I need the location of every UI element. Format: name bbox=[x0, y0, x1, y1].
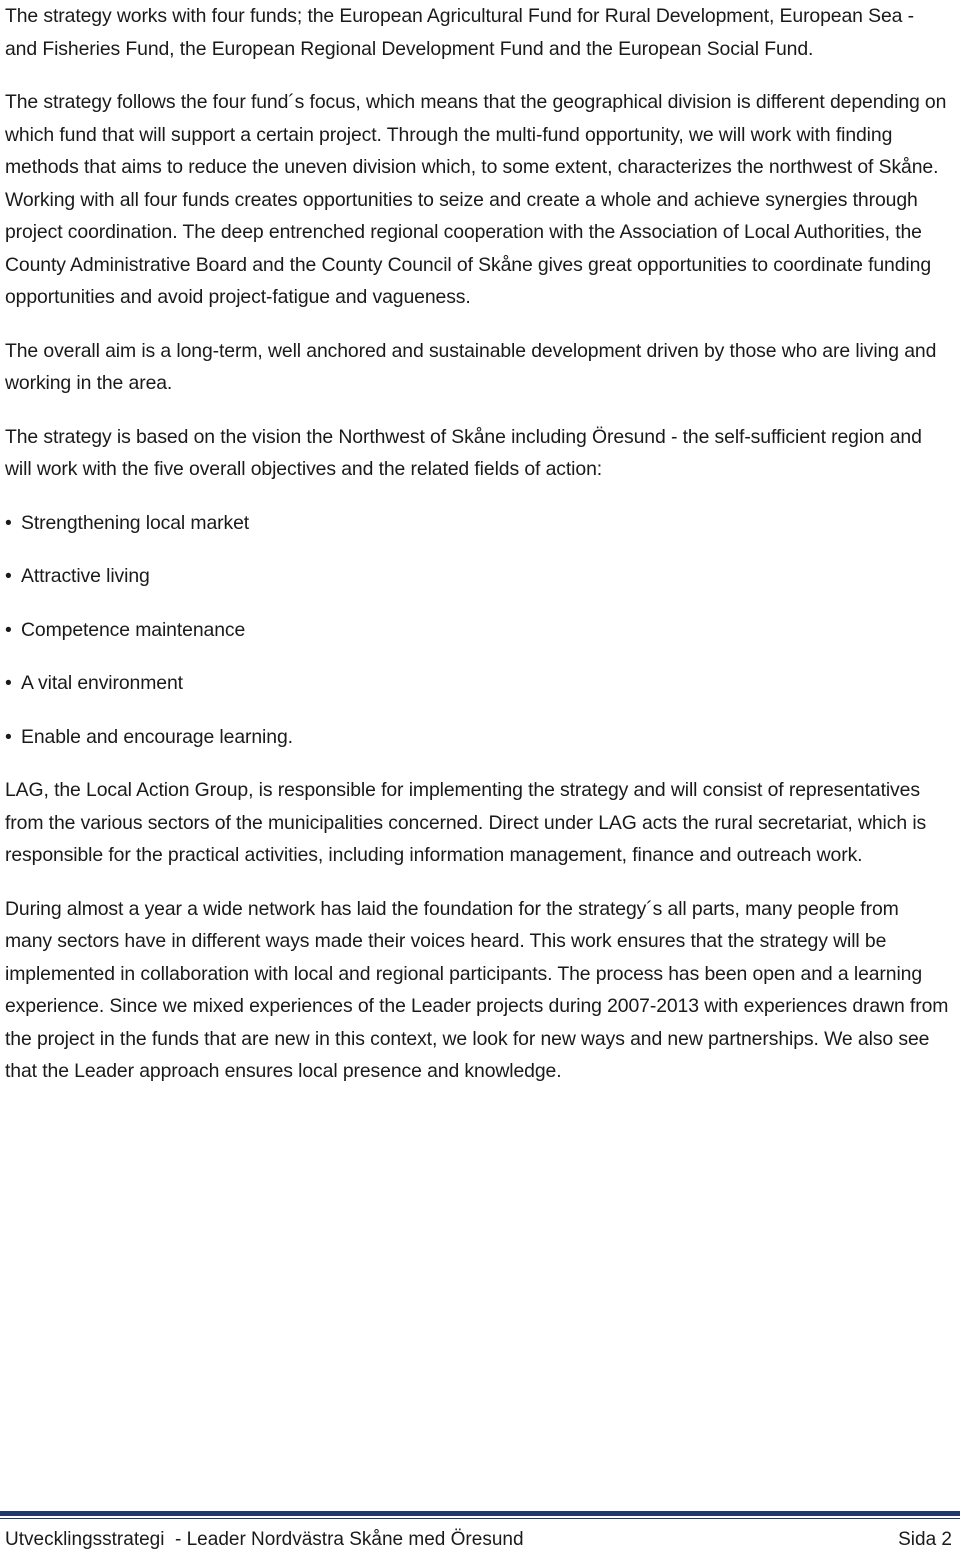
list-item bbox=[5, 721, 950, 754]
list-item bbox=[5, 560, 950, 593]
list-item bbox=[5, 507, 950, 540]
paragraph-overall-aim: The overall aim is a long-term, well anchored and sustainable development driven by those who are living and working in the area. bbox=[5, 339, 937, 394]
objectives-list bbox=[5, 507, 950, 754]
list-item-label: Strengthening local market bbox=[21, 511, 250, 534]
bullet-icon: • bbox=[5, 672, 12, 694]
list-item-label: Competence maintenance bbox=[21, 618, 246, 641]
paragraph-fund-focus: The strategy follows the four fund´s focus, which means that the geographical division is different depending on which fund that will support a certain project. Through the multi-fund opportunity, we will work with finding methods that aims to reduce the uneven division which, to some extent, characterizes the northwest of Skåne. Working with all four funds creates opportunities to seize and create a whole and achieve synergies through project coordination. The deep entrenched regional cooperation with the Association of Local Authorities, the County Administrative Board and the County Council of Skåne gives great opportunities to coordinate funding opportunities and avoid project-fatigue and vagueness. bbox=[5, 91, 947, 308]
paragraph-network: During almost a year a wide network has laid the foundation for the strategy´s all parts, many people from many sectors have in different ways made their voices heard. This work ensures that the strategy will be implemented in collaboration with local and regional participants. The process has been open and a learning experience. Since we mixed experiences of the Leader projects during 2007-2013 with experiences drawn from the project in the funds that are new in this context, we look for new ways and new partnerships. We also see that the Leader approach ensures local presence and knowledge. bbox=[5, 897, 949, 1082]
footer-rule-thin bbox=[0, 1518, 960, 1519]
list-item-label: A vital environment bbox=[21, 672, 183, 694]
footer-page-number: Sida 2 bbox=[898, 1529, 952, 1550]
bullet-icon: • bbox=[5, 618, 12, 641]
paragraph-funds: The strategy works with four funds; the European Agricultural Fund for Rural Development, European Sea - and Fisheries Fund, the European Regional Development Fund and the European Social Fund. bbox=[5, 5, 914, 60]
footer-document-title: Utvecklingsstrategi - Leader Nordvästra Skåne med Öresund bbox=[5, 1529, 524, 1550]
list-item-label: Attractive living bbox=[21, 565, 150, 587]
paragraph-vision: The strategy is based on the vision the Northwest of Skåne including Öresund - the self-sufficient region and will work with the five overall objectives and the related fields of action: bbox=[5, 425, 922, 480]
list-item bbox=[5, 667, 950, 700]
bullet-icon: • bbox=[5, 511, 12, 534]
list-item bbox=[5, 614, 950, 647]
paragraph-lag: LAG, the Local Action Group, is responsible for implementing the strategy and will consist of representatives from the various sectors of the municipalities concerned. Direct under LAG acts the rural secretariat, which is responsible for the practical activities, including information management, finance and outreach work. bbox=[5, 779, 927, 866]
bullet-icon: • bbox=[5, 725, 12, 748]
footer-rule bbox=[0, 1511, 960, 1516]
list-item-label: Enable and encourage learning. bbox=[21, 725, 293, 748]
bullet-icon: • bbox=[5, 565, 12, 587]
document-body bbox=[5, 0, 950, 1109]
